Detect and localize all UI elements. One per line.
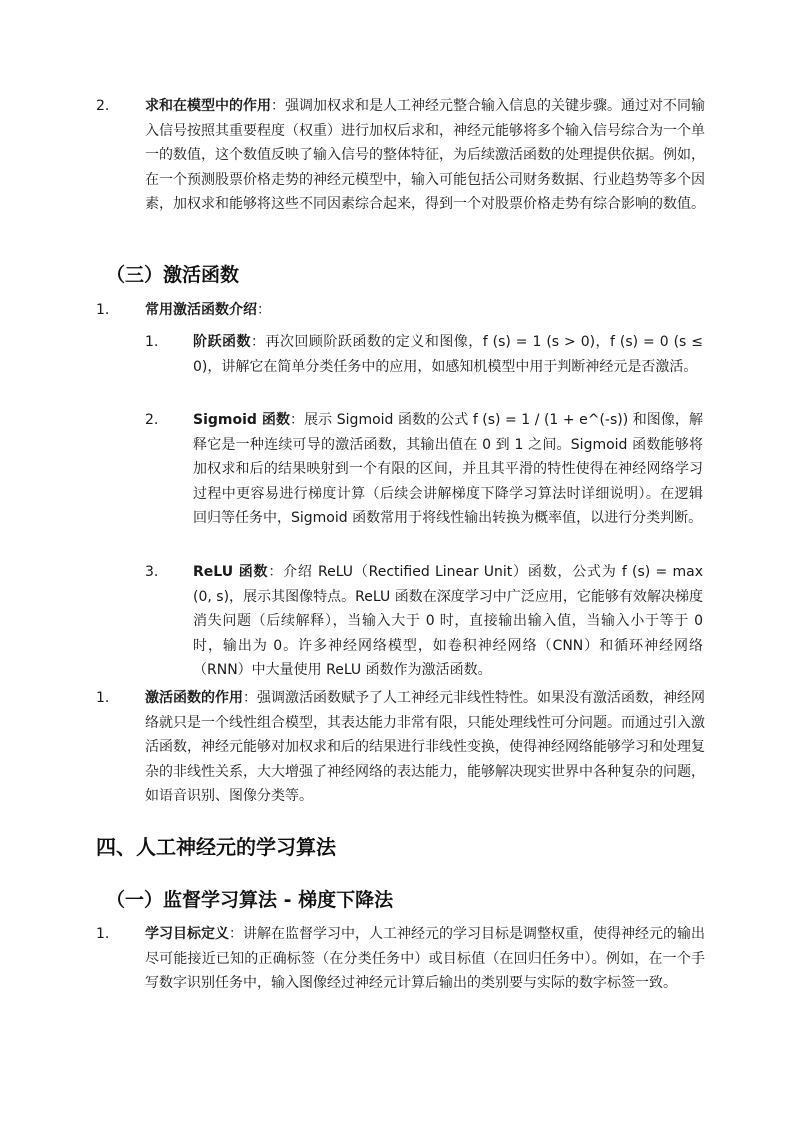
term-heading: ReLU 函数 xyxy=(193,564,269,580)
paragraph xyxy=(193,330,703,379)
section-heading: （一）监督学习算法 - 梯度下降法 xyxy=(106,889,394,911)
section-heading: （三）激活函数 xyxy=(106,264,240,286)
paragraph-body: ： xyxy=(257,302,271,318)
list-number: 3. xyxy=(145,564,159,580)
paragraph-body: ：再次回顾阶跃函数的定义和图像，f (s) = 1 (s > 0)，f (s) = 0 (s ≤ 0)，讲解它在简单分类任务中的应用，如感知机模型中用于判断神经元是否激活。 xyxy=(193,334,704,375)
term-heading: 学习目标定义 xyxy=(145,926,229,942)
paragraph xyxy=(145,298,705,323)
paragraph-body: ：讲解在监督学习中，人工神经元的学习目标是调整权重，使得神经元的输出尽可能接近已知的正确标签（在分类任务中）或目标值（在回归任务中）。例如，在一个手写数字识别任务中，输入图像经过神经元计算后输出的类别要与实际的数字标签一致。 xyxy=(145,926,705,991)
paragraph xyxy=(145,94,705,217)
list-number: 2. xyxy=(145,412,159,428)
chapter-heading: 四、人工神经元的学习算法 xyxy=(96,835,336,859)
term-heading: 阶跃函数 xyxy=(193,334,251,350)
list-number: 1. xyxy=(96,926,110,942)
paragraph-body: ：强调激活函数赋予了人工神经元非线性特性。如果没有激活函数，神经网络就只是一个线性组合模型，其表达能力非常有限，只能处理线性可分问题。而通过引入激活函数，神经元能够对加权求和后的结果进行非线性变换，使得神经网络能够学习和处理复杂的非线性关系，大大增强了神经网络的表达能力，能够解决现实世界中各种复杂的问题，如语音识别、图像分类等。 xyxy=(145,690,705,804)
term-heading: Sigmoid 函数 xyxy=(193,412,291,428)
paragraph-body: ：展示 Sigmoid 函数的公式 f (s) = 1 / (1 + e^(-s)) 和图像，解释它是一种连续可导的激活函数，其输出值在 0 到 1 之间。Sigmoid 函数能够将加权求和后的结果映射到一个有限的区间，并且其平滑的特性使得在神经网络学习过程中更容易进行梯度计算（后续会讲解梯度下降学习算法时详细说明）。在逻辑回归等任务中，Sigmoid 函数常用于将线性输出转换为概率值，以进行分类判断。 xyxy=(193,412,703,526)
paragraph xyxy=(193,408,703,531)
paragraph xyxy=(145,922,705,996)
paragraph-body: ：介绍 ReLU（Rectified Linear Unit）函数，公式为 f (s) = max (0, s)，展示其图像特点。ReLU 函数在深度学习中广泛应用，它能够有效解决梯度消失问题（后续解释），当输入大于 0 时，直接输出输入值，当输入小于等于 0 时，输出为 0。许多神经网络模型，如卷积神经网络（CNN）和循环神经网络（RNN）中大量使用 ReLU 函数作为激活函数。 xyxy=(193,564,703,678)
paragraph xyxy=(193,560,703,683)
paragraph-body: ：强调加权求和是人工神经元整合输入信息的关键步骤。通过对不同输入信号按照其重要程度（权重）进行加权后求和，神经元能够将多个输入信号综合为一个单一的数值，这个数值反映了输入信号的整体特征，为后续激活函数的处理提供依据。例如，在一个预测股票价格走势的神经元模型中，输入可能包括公司财务数据、行业趋势等多个因素，加权求和能够将这些不同因素综合起来，得到一个对股票价格走势有综合影响的数值。 xyxy=(145,98,705,212)
list-number: 2. xyxy=(96,98,110,114)
term-heading: 常用激活函数介绍 xyxy=(145,302,257,318)
list-number: 1. xyxy=(96,302,110,318)
list-number: 1. xyxy=(96,690,110,706)
term-heading: 激活函数的作用 xyxy=(145,690,243,706)
paragraph xyxy=(145,686,705,809)
term-heading: 求和在模型中的作用 xyxy=(145,98,271,114)
list-number: 1. xyxy=(145,334,159,350)
